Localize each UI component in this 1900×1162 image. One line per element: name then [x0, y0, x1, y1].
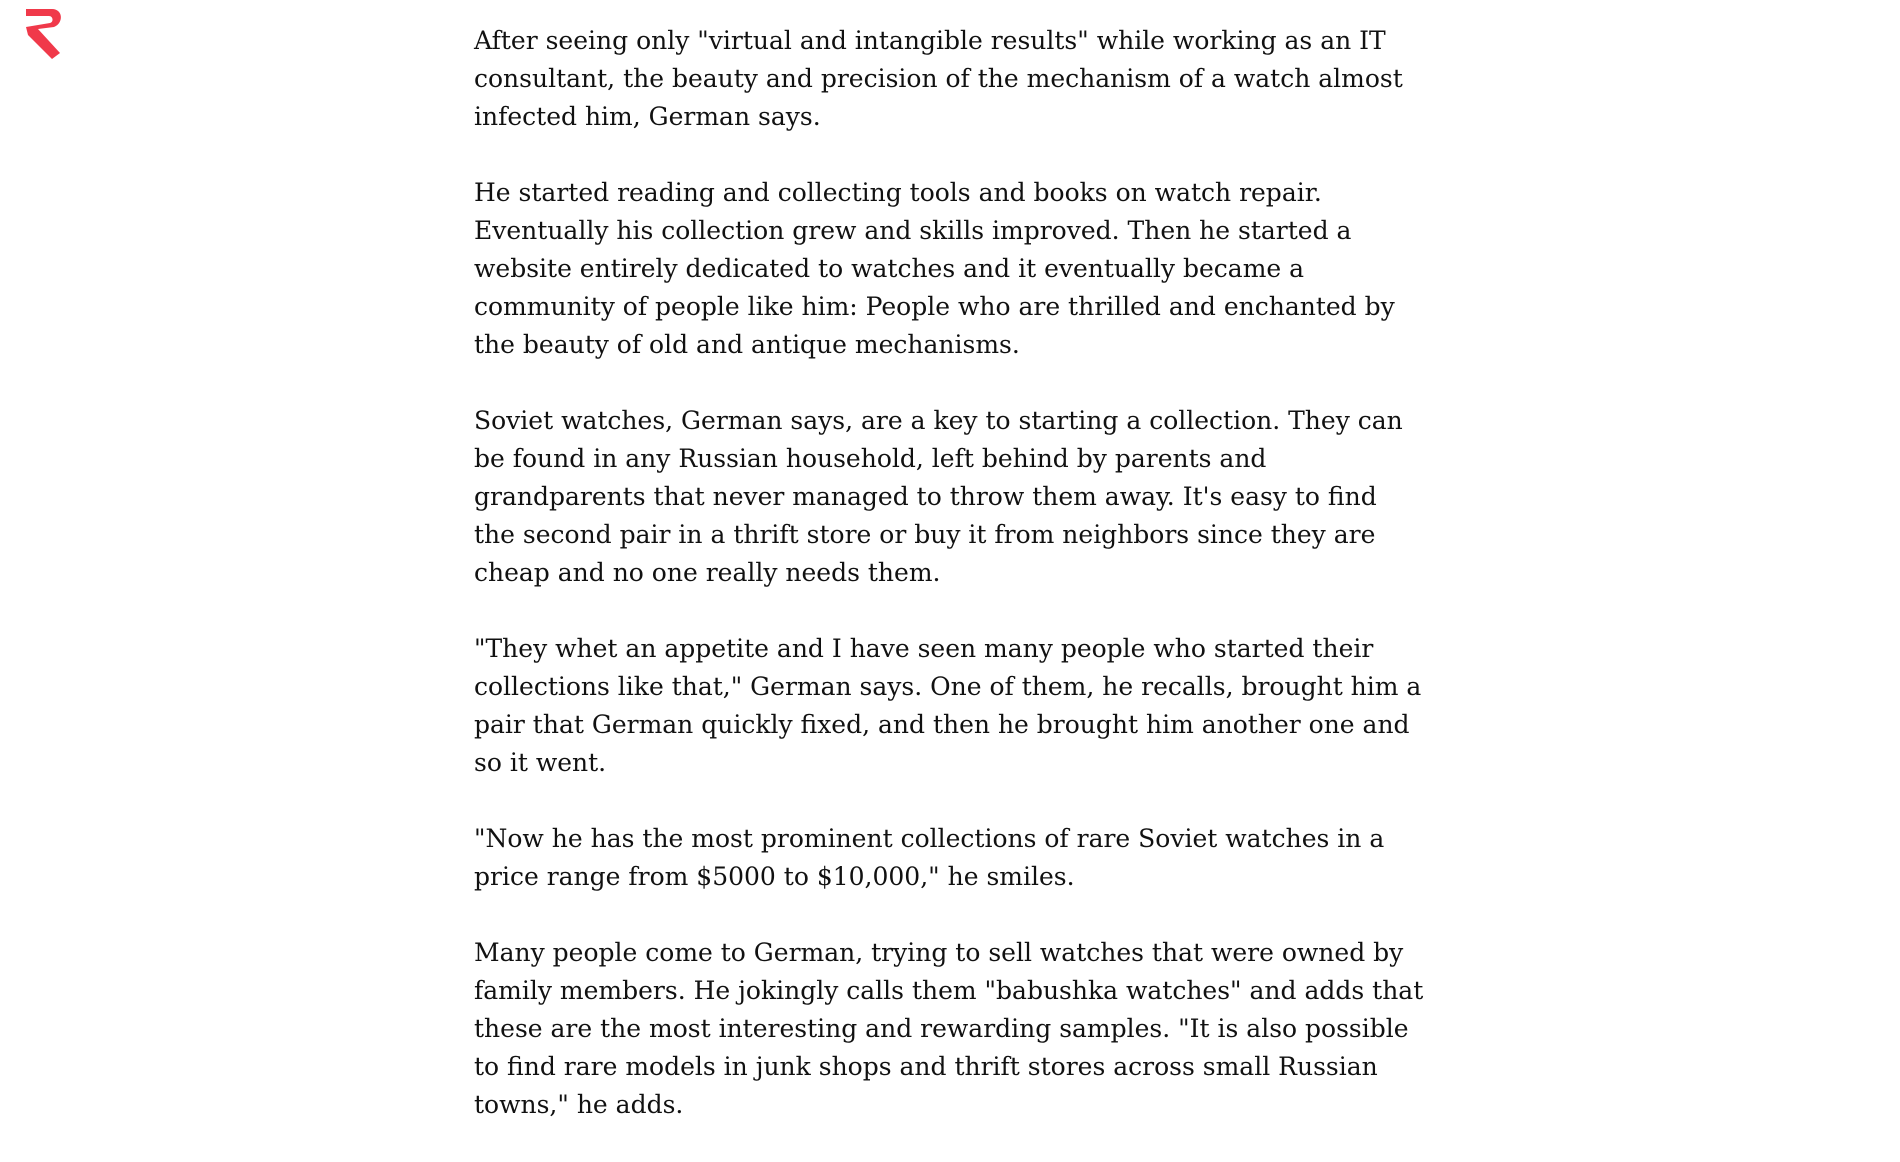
article-paragraph: After seeing only "virtual and intangible results" while working as an IT consultant, the beauty and precision of the mechanism of a watch almost infected him, German says.: [474, 26, 1403, 131]
article-paragraph: "Now he has the most prominent collections of rare Soviet watches in a price range from $5000 to $10,000," he smiles.: [474, 824, 1385, 891]
article-paragraph: Many people come to German, trying to sell watches that were owned by family members. He jokingly calls them "babushka watches" and adds that these are the most interesting and rewarding samples. "It is also possible to find rare models in junk shops and thrift stores across small Russian towns," he adds.: [474, 938, 1424, 1119]
article-paragraph: Soviet watches, German says, are a key to starting a collection. They can be found in any Russian household, left behind by parents and grandparents that never managed to throw them away. It's easy to find the second pair in a thrift store or buy it from neighbors since they are cheap and no one really needs them.: [474, 406, 1403, 587]
article-paragraph: He started reading and collecting tools and books on watch repair. Eventually his collection grew and skills improved. Then he started a website entirely dedicated to watches and it eventually became a community of people like him: People who are thrilled and enchanted by the beauty of old and antique mechanisms.: [474, 178, 1395, 359]
site-logo[interactable]: [22, 5, 66, 61]
rbth-r-logo-icon: [22, 5, 66, 61]
article-paragraph: "They whet an appetite and I have seen many people who started their collections like that," German says. One of them, he recalls, brought him a pair that German quickly fixed, and then he brought him another one and so it went.: [474, 634, 1422, 777]
article-body: [474, 22, 1424, 1162]
